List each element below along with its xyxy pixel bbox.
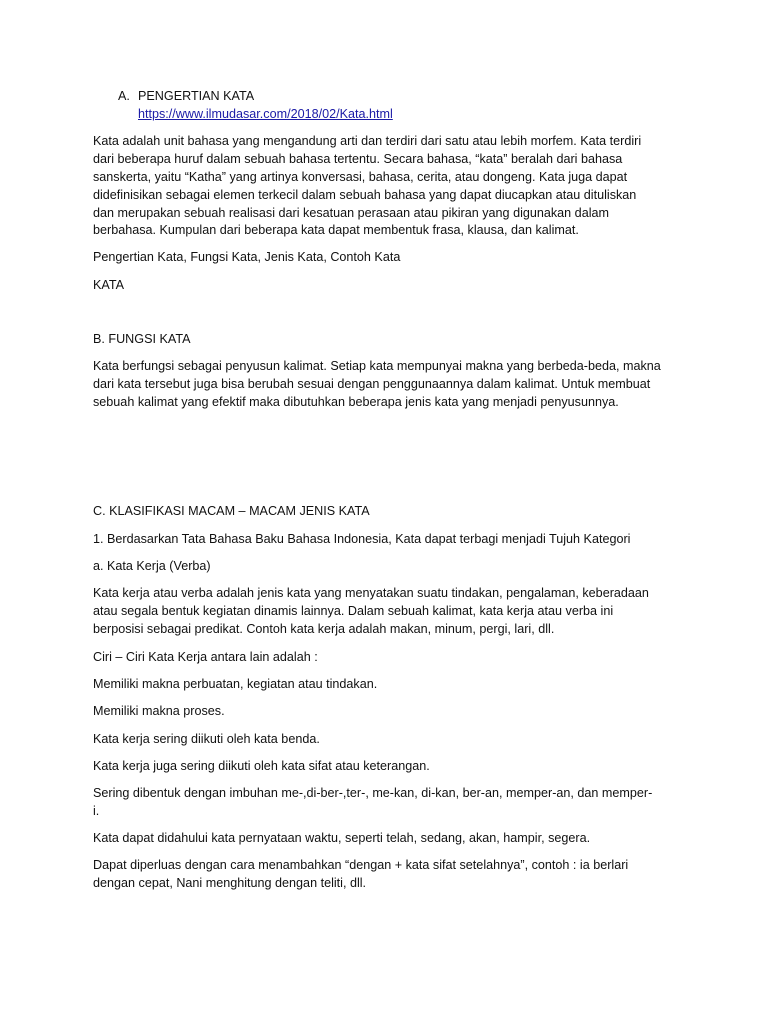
characteristics-title: Ciri – Ciri Kata Kerja antara lain adalah : (93, 650, 318, 664)
classification-item-1: 1. Berdasarkan Tata Bahasa Baku Bahasa Indonesia, Kata dapat terbagi menjadi Tujuh Kategori (93, 532, 631, 546)
section-c-title: C. KLASIFIKASI MACAM – MACAM JENIS KATA (93, 504, 370, 518)
source-link[interactable]: https://www.ilmudasar.com/2018/02/Kata.html (138, 107, 393, 121)
paragraph-line: didefinisikan sebagai elemen terkecil dalam sebuah bahasa yang dapat diucapkan atau dituliskan (93, 188, 637, 202)
paragraph-line: sanskerta, yaitu “Katha” yang artinya konversasi, bahasa, cerita, atau dongeng. Kata juga dapat (93, 170, 628, 184)
paragraph-line: sebuah kalimat yang efektif maka dibutuhkan beberapa jenis kata yang menjadi penyusunnya. (93, 395, 619, 409)
paragraph-line: dari beberapa huruf dalam sebuah bahasa tertentu. Secara bahasa, “kata” beralah dari bahasa (93, 152, 623, 166)
paragraph-line: Kata adalah unit bahasa yang mengandung arti dan terdiri dari satu atau lebih morfem. Kata terdiri (93, 134, 642, 148)
characteristic-item: Kata kerja sering diikuti oleh kata benda. (93, 732, 320, 746)
section-a-title: PENGERTIAN KATA (138, 89, 255, 103)
paragraph-line: dari kata tersebut juga bisa berubah sesuai dengan penggunaannya dalam kalimat. Untuk membuat (93, 377, 651, 391)
paragraph-line: dengan cepat, Nani menghitung dengan teliti, dll. (93, 876, 367, 890)
characteristic-item: Memiliki makna perbuatan, kegiatan atau tindakan. (93, 677, 378, 691)
paragraph-line: Dapat diperluas dengan cara menambahkan “dengan + kata sifat setelahnya”, contoh : ia berlari (93, 858, 629, 872)
paragraph-line: Sering dibentuk dengan imbuhan me-,di-ber-,ter-, me-kan, di-kan, ber-an, memper-an, dan memper- (93, 786, 653, 800)
characteristic-item: Memiliki makna proses. (93, 704, 225, 718)
paragraph-line: berposisi sebagai predikat. Contoh kata kerja adalah makan, minum, pergi, lari, dll. (93, 622, 555, 636)
section-a-word: KATA (93, 278, 125, 292)
characteristic-item: Kata kerja juga sering diikuti oleh kata sifat atau keterangan. (93, 759, 430, 773)
paragraph-line: Kata berfungsi sebagai penyusun kalimat. Setiap kata mempunyai makna yang berbeda-beda, makna (93, 359, 661, 373)
characteristic-item: Kata dapat didahului kata pernyataan waktu, seperti telah, sedang, akan, hampir, segera. (93, 831, 591, 845)
section-b-title: B. FUNGSI KATA (93, 332, 191, 346)
section-a-subtitle: Pengertian Kata, Fungsi Kata, Jenis Kata, Contoh Kata (93, 250, 401, 264)
verb-subheading: a. Kata Kerja (Verba) (93, 559, 211, 573)
paragraph-line: i. (93, 804, 100, 818)
paragraph-line: berbahasa. Kumpulan dari beberapa kata dapat membentuk frasa, klausa, dan kalimat. (93, 223, 579, 237)
paragraph-line: Kata kerja atau verba adalah jenis kata yang menyatakan suatu tindakan, pengalaman, keberadaan (93, 586, 649, 600)
paragraph-line: dan merupakan sebuah realisasi dari kesatuan perasaan atau pikiran yang digunakan dalam (93, 206, 609, 220)
paragraph-line: atau segala bentuk kegiatan dinamis lainnya. Dalam sebuah kalimat, kata kerja atau verba ini (93, 604, 614, 618)
list-marker-a: A. (118, 89, 130, 103)
